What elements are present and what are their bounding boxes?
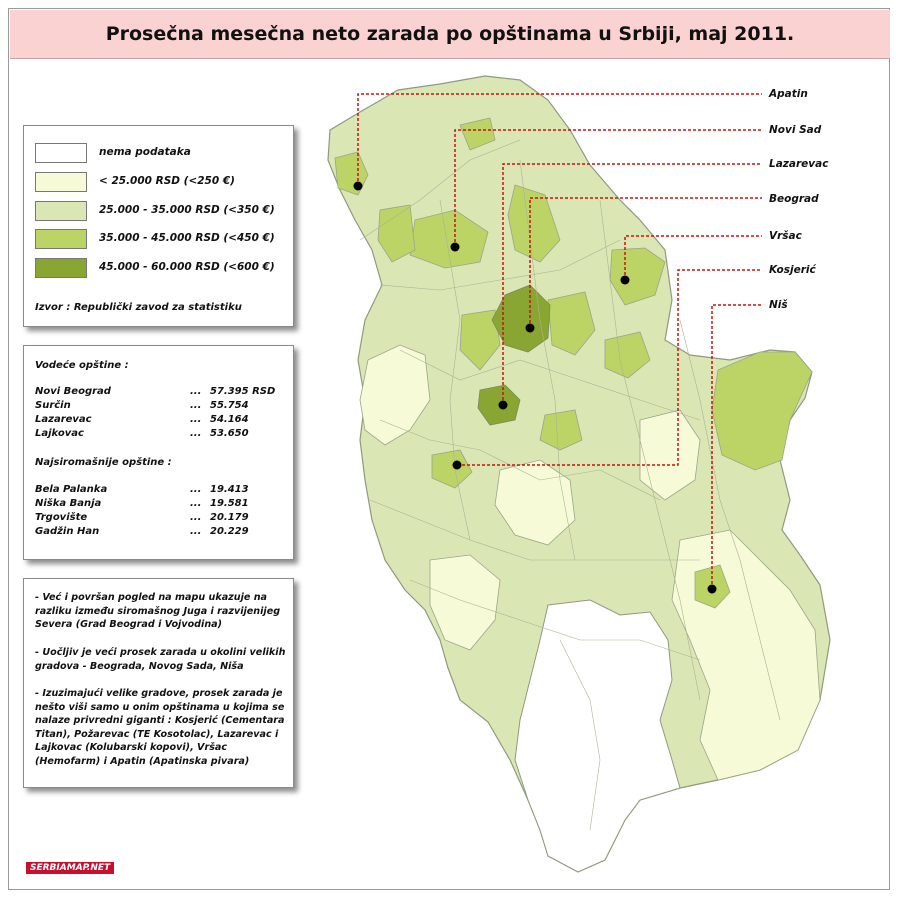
leading-row [35, 400, 285, 414]
leading-row [35, 428, 285, 442]
poorest-row [35, 512, 285, 526]
source-note: Izvor : Republički zavod za statistiku [35, 302, 242, 313]
row-value: 20.179 [210, 512, 249, 523]
row-name: Lajkovac [35, 428, 84, 439]
legend-item-45-60 [35, 258, 285, 278]
row-value: 53.650 [210, 428, 249, 439]
row-value: 19.413 [210, 484, 249, 495]
legend-swatch [35, 172, 87, 192]
legend-label: 45.000 - 60.000 RSD (<600 €) [99, 261, 275, 273]
row-name: Niška Banja [35, 498, 102, 509]
leading-row [35, 414, 285, 428]
legend-item-lt25 [35, 172, 285, 192]
poorest-heading: Najsiromašnije opštine : [35, 457, 172, 468]
legend-item-35-45 [35, 229, 285, 249]
legend-label: 35.000 - 45.000 RSD (<450 €) [99, 232, 275, 244]
legend-label: nema podataka [99, 146, 191, 158]
site-badge: SERBIAMAP.NET [26, 862, 114, 874]
poorest-row [35, 526, 285, 540]
note-2: - Uočljiv je veći prosek zarada u okolini velikih gradova - Beograda, Novog Sada, Niša [35, 647, 286, 672]
row-dots: ... [190, 498, 202, 509]
row-name: Surčin [35, 400, 71, 411]
row-value: 19.581 [210, 498, 249, 509]
row-dots: ... [190, 428, 202, 439]
note-3: - Izuzimajući velike gradove, prosek zarada je nešto viši samo u onim opštinama u kojima se nalaze privredni giganti : Kosjerić (Cementara Titan), Požarevac (TE Kosotolac), Lazarevac i Lajkovac (Kolubarski kopovi), Vršac (Hemofarm) i Apatin (Apatinska pivara) [35, 688, 285, 767]
row-dots: ... [190, 414, 202, 425]
note-1: - Već i površan pogled na mapu ukazuje na razliku između siromašnog Juga i razvijenijeg Severa (Grad Beograd i Vojvodina) [35, 592, 281, 630]
legend-item-25-35 [35, 201, 285, 221]
city-dot-novi-sad [451, 243, 460, 252]
row-name: Gadžin Han [35, 526, 100, 537]
stats-panel [23, 345, 294, 560]
city-dot-kosjeric [453, 461, 462, 470]
legend-swatch [35, 201, 87, 221]
row-dots: ... [190, 484, 202, 495]
legend-item-no-data [35, 143, 285, 163]
legend-swatch [35, 229, 87, 249]
row-value: 57.395 RSD [210, 386, 276, 397]
leading-row [35, 386, 285, 400]
city-dot-apatin [354, 182, 363, 191]
legend-label: 25.000 - 35.000 RSD (<350 €) [99, 204, 275, 216]
region-bor [712, 352, 812, 470]
poorest-row [35, 498, 285, 512]
city-label-kosjeric: Kosjerić [769, 264, 816, 276]
poorest-row [35, 484, 285, 498]
legend-swatch [35, 143, 87, 163]
page-title: Prosečna mesečna neto zarada po opštinama u Srbiji, maj 2011. [105, 23, 795, 45]
row-dots: ... [190, 400, 202, 411]
row-dots: ... [190, 526, 202, 537]
row-name: Bela Palanka [35, 484, 108, 495]
city-label-lazarevac: Lazarevac [769, 158, 829, 170]
legend-label: < 25.000 RSD (<250 €) [99, 175, 235, 187]
row-dots: ... [190, 512, 202, 523]
row-value: 20.229 [210, 526, 249, 537]
row-value: 54.164 [210, 414, 249, 425]
city-label-novi-sad: Novi Sad [769, 124, 822, 136]
row-value: 55.754 [210, 400, 249, 411]
city-dot-lazarevac [499, 401, 508, 410]
row-dots: ... [190, 386, 202, 397]
city-label-beograd: Beograd [769, 193, 819, 205]
legend-swatch [35, 258, 87, 278]
city-label-nis: Niš [769, 299, 788, 311]
city-label-apatin: Apatin [769, 88, 808, 100]
row-name: Trgovište [35, 512, 88, 523]
city-dot-vrsac [621, 276, 630, 285]
row-name: Lazarevac [35, 414, 92, 425]
legend-panel [23, 125, 294, 327]
leading-heading: Vodeće opštine : [35, 360, 129, 371]
city-label-vrsac: Vršac [769, 230, 802, 242]
city-dot-nis [708, 585, 717, 594]
notes-panel [23, 578, 294, 788]
row-name: Novi Beograd [35, 386, 111, 397]
city-dot-beograd [526, 324, 535, 333]
